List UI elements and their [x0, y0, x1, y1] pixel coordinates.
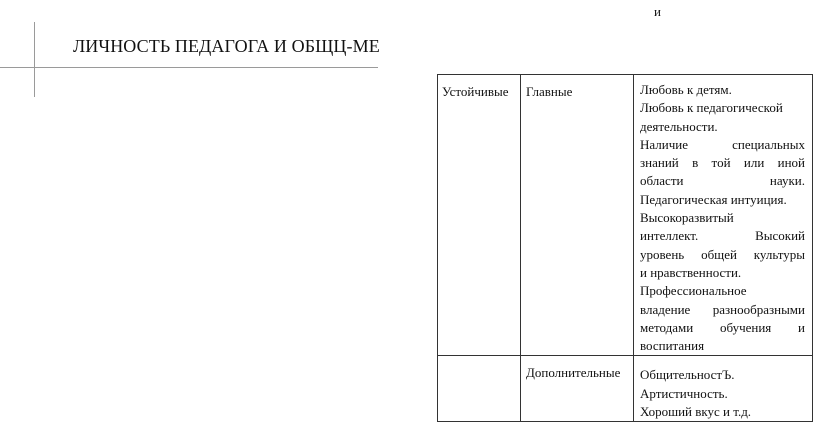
quality-line: Артистичность. [640, 385, 728, 401]
qualities-cell [634, 356, 813, 422]
quality-line: деятельности. [640, 118, 718, 134]
corner-letter: и [654, 4, 661, 19]
category-label [438, 356, 520, 364]
quality-line: Любовь к детям. [640, 82, 732, 97]
horizontal-rule [0, 67, 378, 68]
type-label: Главные [526, 84, 573, 99]
quality-line: знаний в той или иной [640, 155, 805, 171]
qualities-list [634, 356, 812, 421]
qualities-table [437, 74, 813, 422]
category-label: Устойчивые [442, 84, 509, 99]
type-cell [521, 75, 634, 356]
quality-line: интеллект. Высокий [640, 228, 805, 244]
vertical-rule [34, 22, 35, 97]
type-cell [521, 356, 634, 422]
quality-line: уровень общей культуры [640, 246, 805, 262]
quality-line: и нравственности. [640, 264, 742, 280]
quality-line: воспитания [640, 338, 705, 354]
quality-line: владение разнообразными [640, 301, 805, 317]
table-row [438, 75, 813, 356]
quality-line: Высокоразвитый [640, 210, 734, 226]
type-label: Дополнительные [526, 365, 621, 381]
quality-line: ОбщительностЪ. [640, 367, 735, 383]
qualities-list [634, 75, 812, 355]
quality-line: Наличие специальных [640, 136, 805, 152]
quality-line: методами обучения и [640, 319, 805, 335]
quality-line: Профессиональное [640, 283, 747, 299]
quality-line: Педагогическая интуиция. [640, 191, 787, 207]
category-cell [438, 75, 521, 356]
quality-line: Хороший вкус и т.д. [640, 404, 752, 420]
category-cell [438, 356, 521, 422]
qualities-cell [634, 75, 813, 356]
page-title: ЛИЧНОСТЬ ПЕДАГОГА И ОБЩЦ-МЕ [73, 36, 380, 56]
quality-line: Любовь к педагогической [640, 100, 783, 116]
table-row [438, 356, 813, 422]
quality-line: области науки. [640, 173, 805, 189]
